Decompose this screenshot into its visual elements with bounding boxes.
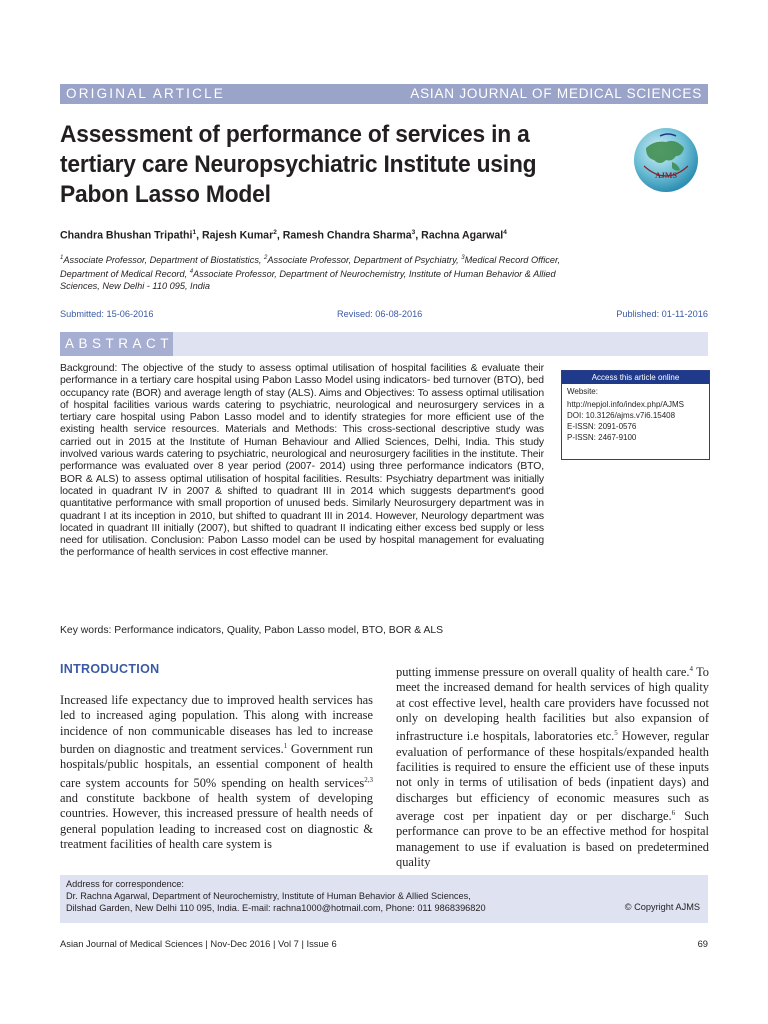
author-affiliation-marker: 1 — [192, 229, 197, 236]
article-title: Assessment of performance of services in a tertiary care Neuropsychiatric Institute using Pabon Lasso Model — [60, 121, 537, 208]
copyright-text: © Copyright AJMS — [624, 902, 700, 912]
author-name: Rachna Agarwal — [421, 229, 504, 242]
affiliation-marker: 4 — [189, 269, 194, 276]
footer-journal-info: Asian Journal of Medical Sciences | Nov-Dec 2016 | Vol 7 | Issue 6 — [60, 938, 337, 949]
body-text: Government run hospitals/public hospitals, an essential component of health care system accounts for 50% spending on health services — [60, 742, 373, 790]
body-text: However, regular evaluation of performance of these hospitals/expanded health facilities is required to ensure the efficient use of these inputs not only in terms of utilisation of beds (inpatient days) and discharges but efficiency of economic measures such as average cost per inpatient day or per discharge. — [396, 729, 709, 824]
article-type-banner — [60, 84, 708, 104]
body-text: Increased life expectancy due to improved health services has led to increased aging population. This along with increase incidence of non communicable diseases has led to increase burden on diagnostic and treatment services. — [60, 693, 373, 757]
affiliation-text: Medical Record Officer, Department of Medical Record, — [60, 255, 561, 280]
submitted-date: Submitted: 15-06-2016 — [60, 309, 154, 319]
affiliation-marker: 3 — [461, 255, 465, 261]
published-date: Published: 01-11-2016 — [616, 309, 708, 319]
author-name: Rajesh Kumar — [201, 229, 274, 242]
citation-marker: 2,3 — [364, 775, 373, 784]
keywords: Key words: Performance indicators, Quality, Pabon Lasso model, BTO, BOR & ALS — [60, 625, 444, 636]
access-article-box — [561, 370, 710, 460]
article-type-label: ORIGINAL ARTICLE — [66, 86, 225, 101]
doi-text: DOI: 10.3126/ajms.v7i6.15408 — [567, 411, 676, 420]
author-affiliation-marker: 2 — [273, 229, 277, 236]
pissn-text: P-ISSN: 2467-9100 — [567, 433, 637, 442]
revised-date: Revised: 06-08-2016 — [337, 309, 423, 319]
body-text: Such performance can prove to be an effective method for hospital management to use if evaluation is based on predetermined quality — [396, 809, 709, 869]
author-name: Ramesh Chandra Sharma — [282, 229, 412, 242]
correspondence-box — [60, 875, 708, 923]
author-affiliations — [60, 252, 570, 292]
affiliation-marker: 2 — [264, 255, 268, 261]
introduction-column-1 — [60, 693, 373, 852]
body-text: and constitute backbone of health system of developing countries. However, this increased pressure of health needs of general population leading to increased cost on diagnostic & treatment facilities of health care system is — [60, 791, 373, 851]
affiliation-marker: 1 — [60, 255, 64, 261]
citation-marker: 5 — [614, 729, 618, 738]
introduction-column-2 — [396, 662, 709, 870]
body-text: putting immense pressure on overall quality of health care. — [396, 665, 690, 680]
affiliation-text: Associate Professor, Department of Biostatistics, — [63, 255, 265, 266]
introduction-heading: INTRODUCTION — [60, 662, 160, 676]
citation-marker: 1 — [283, 741, 288, 750]
correspondence-label: Address for correspondence: — [66, 879, 184, 889]
journal-logo-globe-icon — [632, 126, 700, 194]
correspondence-line-2: Dilshad Garden, New Delhi 110 095, India. E-mail: rachna1000@hotmail.com, Phone: 011 9868396820 — [66, 903, 486, 913]
logo-text: AJMS — [655, 171, 677, 180]
correspondence-line-1: Dr. Rachna Agarwal, Department of Neurochemistry, Institute of Human Behavior & Allied Sciences, — [66, 891, 471, 901]
article-url-link[interactable]: http://nepjol.info/index.php/AJMS — [567, 400, 684, 409]
affiliation-text: Associate Professor, Department of Neurochemistry, Institute of Human Behavior & Allied Sciences, New Delhi - 110 095, India — [60, 269, 556, 292]
affiliation-text: Associate Professor, Department of Psychiatry, — [267, 255, 462, 266]
author-affiliation-marker: 3 — [411, 229, 416, 236]
abstract-text: Background: The objective of the study to assess optimal utilisation of hospital facilities & evaluate their performance in a tertiary care hospital using Pabon Lasso Model using indicators- bed turnover (BTO), bed occupancy rate (BOR) and average length of stay (ALS). Aims and Objectives: To assess optimal utilisation of hospital facilities various wards catering to psychiatric, neurological and neurosurgery services in a tertiary care hospital using Pabon Lasso model and to identify strategies for more efficient use of the existing health service resources. Materials and Methods: This cross-sectional descriptive study was carried out in 2015 at the Institute of Human Behaviour and Allied Sciences, Delhi, India. This study involved various wards catering to psychiatric, neurological and neurosurgery facilities in the institute. Their performance was evaluated over 8 year period (2007- 2014) using three performance indicators (BTO, BOR & ALS) to assess optimal utilisation of hospital facilities. Results: Psychiatry department was initially located in quadrant IV in 2007 & shifted to quadrant III in 2014 which suggests department's good quantitative performance with small proportion of unused beds. Similarly Neurosurgery department was in quadrant I at its inception in 2010, but shifted to quadrant III in 2014. However, Neurology department was located in quadrant III initially (2007), but shifted to quadrant II indicating either excess bed supply or less need for utilisation. Conclusion: Pabon Lasso model can be used by hospital management for evaluating the performance of health services in cost effective manner. — [60, 363, 544, 559]
abstract-label-box — [60, 332, 173, 356]
author-name: Chandra Bhushan Tripathi — [60, 229, 193, 242]
eissn-text: E-ISSN: 2091-0576 — [567, 422, 637, 431]
page-number: 69 — [697, 938, 708, 949]
body-text: To meet the increased demand for health services of high quality at cost effective level, health care providers have focussed not only on developing health facilities but also expansion of infrastructure i.e hospitals, laboratories etc. — [396, 665, 709, 744]
website-label: Website: — [567, 387, 598, 396]
abstract-label: ABSTRACT — [65, 336, 174, 351]
access-box-header: Access this article online — [562, 371, 709, 384]
citation-marker: 4 — [689, 665, 693, 673]
journal-name-label: ASIAN JOURNAL OF MEDICAL SCIENCES — [410, 86, 702, 101]
author-list: Chandra Bhushan Tripathi$^1$, Rajesh Kumar$^2$, Ramesh Chandra Sharma$^3$, Rachna Agarwal$^4$ — [60, 229, 507, 242]
author-affiliation-marker: 4 — [503, 229, 507, 236]
citation-marker: 6 — [671, 808, 676, 817]
